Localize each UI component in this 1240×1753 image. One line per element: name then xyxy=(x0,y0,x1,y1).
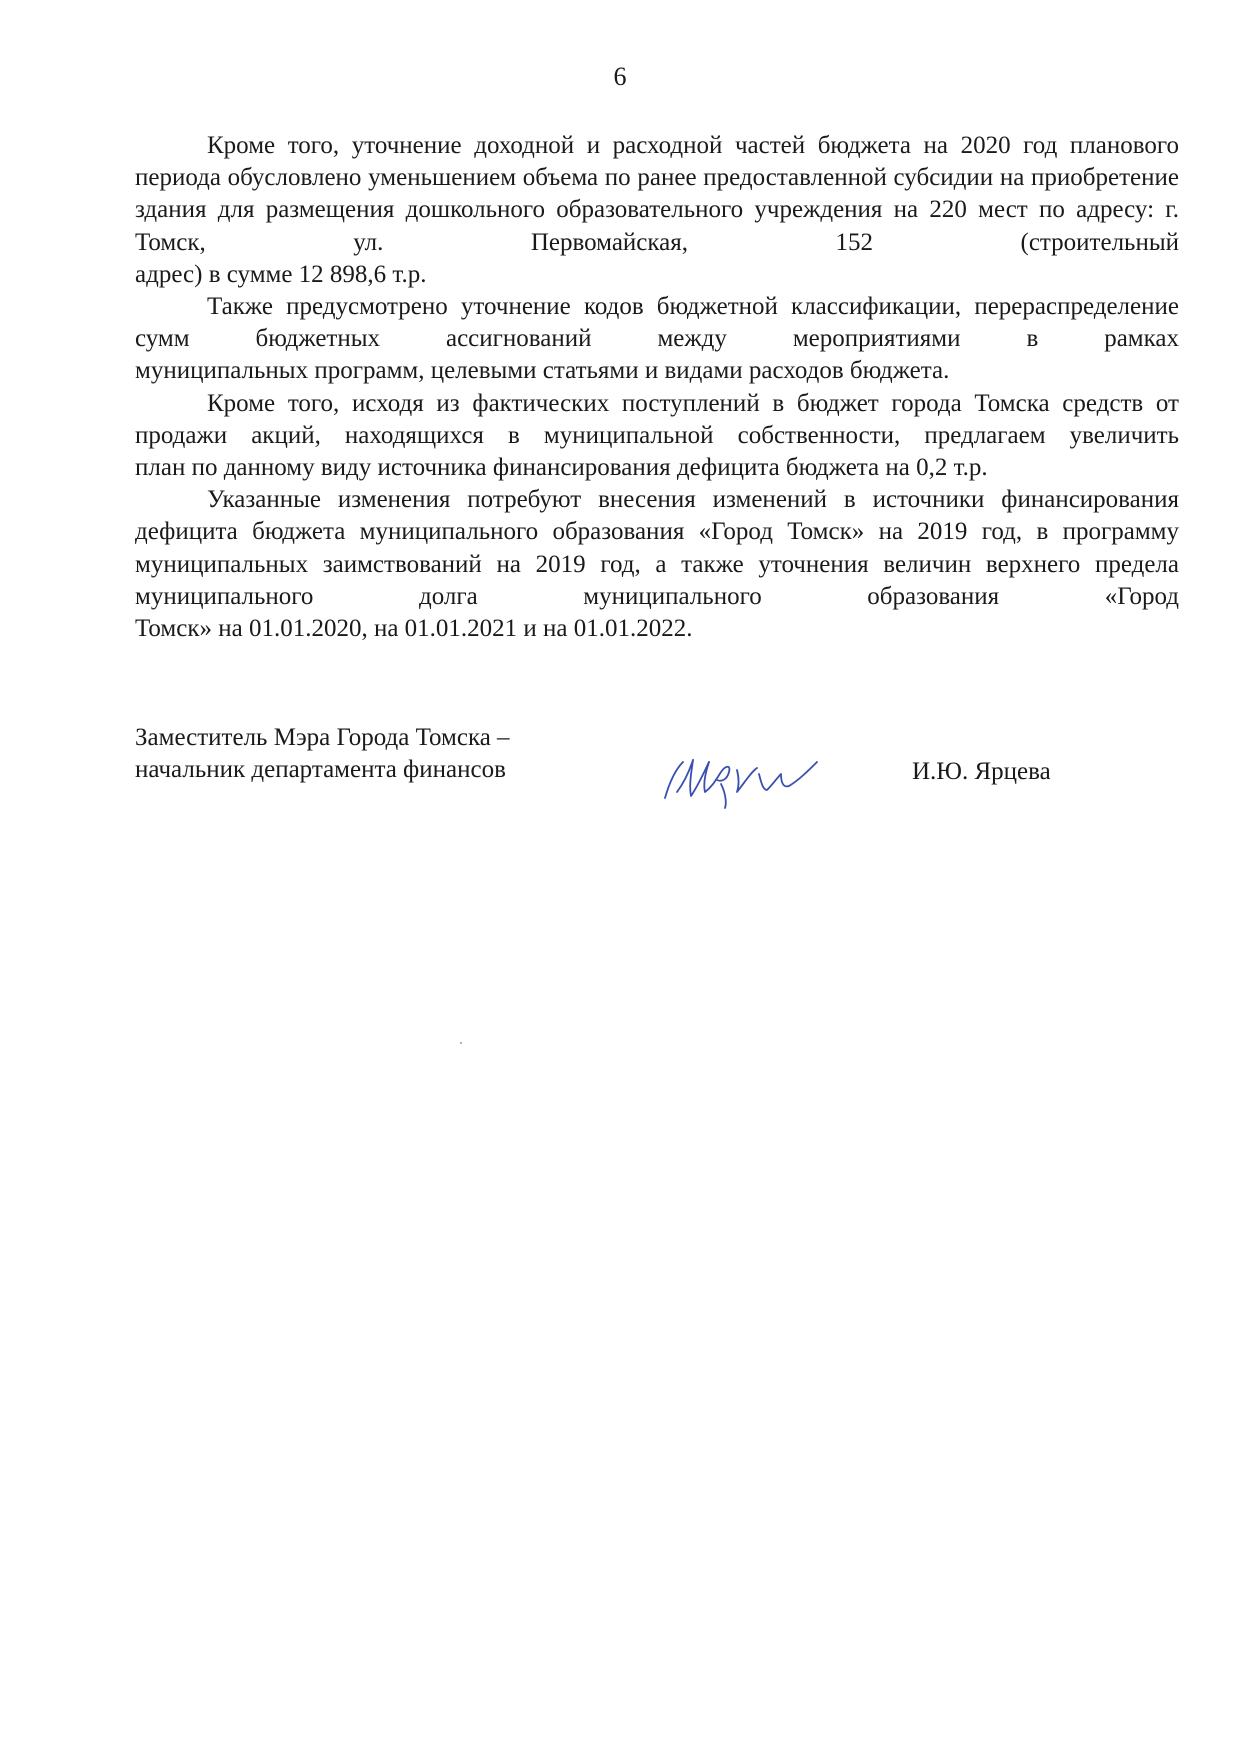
paragraph-shares-sale-end xyxy=(135,452,1179,484)
document-body xyxy=(135,130,1179,645)
paragraph-budget-codes-text: Также предусмотрено уточнение кодов бюджетной классификации, перераспределение сумм бюджетных ассигнований между мероприятиями в рамках xyxy=(135,293,1179,353)
paragraph-budget-codes xyxy=(135,291,1179,355)
paragraph-budget-codes-last-line: муниципальных программ, целевыми статьями и видами расходов бюджета. xyxy=(135,357,950,385)
signatory-position xyxy=(135,722,595,786)
paragraph-budget-2020 xyxy=(135,130,1179,259)
paragraph-budget-2020-end xyxy=(135,259,1179,291)
signatory-position-line-1: Заместитель Мэра Города Томска – xyxy=(135,724,510,751)
handwritten-signature xyxy=(655,740,825,810)
paragraph-shares-sale-last-line: план по данному виду источника финансирования дефицита бюджета на 0,2 т.р. xyxy=(135,454,988,482)
paragraph-budget-2020-text: Кроме того, уточнение доходной и расходной частей бюджета на 2020 год планового периода обусловлено уменьшением объема по ранее предоставленной субсидии на приобретение здания для размещения дошкольного образовательного учреждения на 220 мест по адресу: г. Томск, ул. Первомайская, 152 (строительный xyxy=(135,132,1179,256)
paragraph-budget-2020-last-line: адрес) в сумме 12 898,6 т.р. xyxy=(135,260,427,288)
signatory-position-line-2: начальник департамента финансов xyxy=(135,756,506,783)
paragraph-shares-sale xyxy=(135,388,1179,452)
paragraph-shares-sale-text: Кроме того, исходя из фактических поступлений в бюджет города Томска средств от продажи акций, находящихся в муниципальной собственности, предлагаем увеличить xyxy=(135,389,1179,449)
paragraph-budget-codes-end xyxy=(135,355,1179,387)
paragraph-changes xyxy=(135,484,1179,613)
scan-speck xyxy=(460,1042,462,1044)
page-number: 6 xyxy=(613,62,627,91)
signatory-name: И.Ю. Ярцева xyxy=(912,758,1051,785)
paragraph-changes-end xyxy=(135,613,1179,645)
paragraph-changes-text: Указанные изменения потребуют внесения изменений в источники финансирования дефицита бюджета муниципального образования «Город Томск» на 2019 год, в программу муниципальных заимствований на 2019 год, а также уточнения величин верхнего предела муниципального долга муниципального образования «Город xyxy=(135,486,1179,610)
paragraph-changes-last-line: Томск» на 01.01.2020, на 01.01.2021 и на 01.01.2022. xyxy=(135,615,693,643)
